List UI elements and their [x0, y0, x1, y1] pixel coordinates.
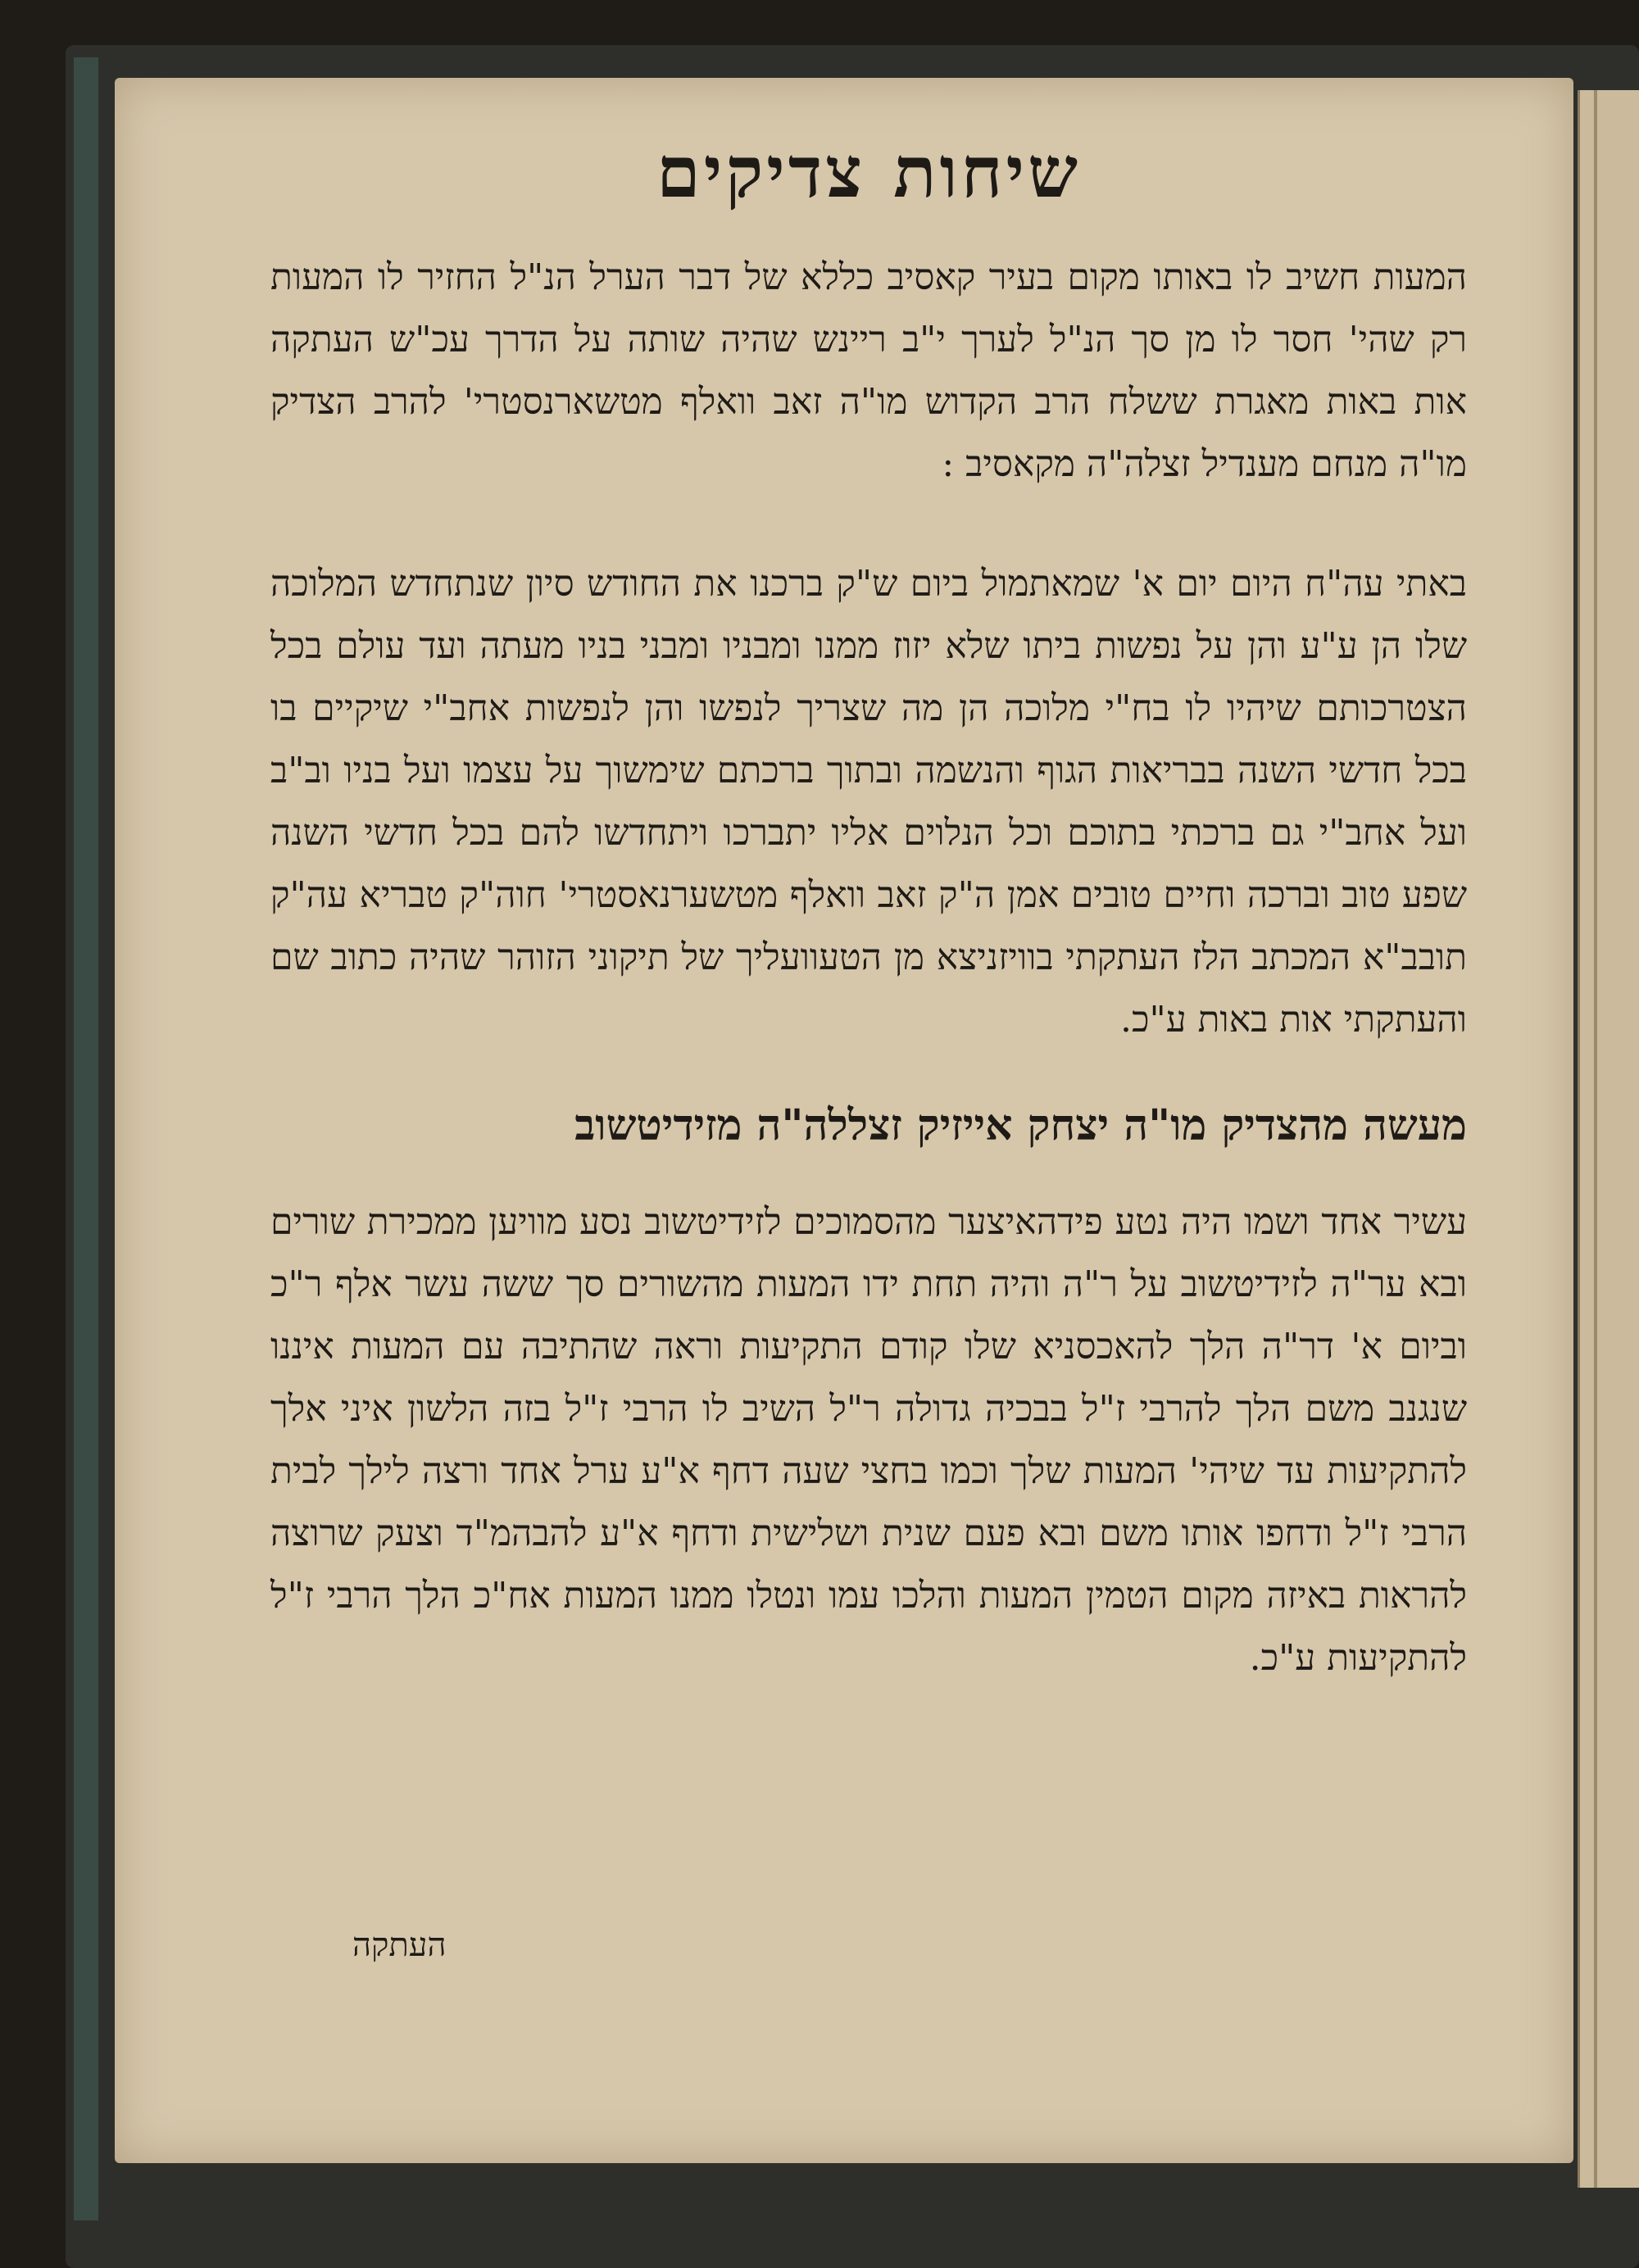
section-heading: מעשה מהצדיק מו"ה יצחק אייזיק זצללה"ה מזידיטשוב [574, 1100, 1467, 1150]
paragraph-spacer [270, 496, 1467, 553]
page-content [270, 123, 1467, 1690]
page-title: שיחות צדיקים [656, 131, 1081, 214]
paragraph-letter: באתי עה"ח היום יום א' שמאתמול ביום ש"ק ברכנו את החודש סיון שנתחדש המלוכה שלו הן ע"ע והן על נפשות ביתו שלא יזוז ממנו ומבניו ומבני בניו מעתה ועד עולם בכל הצטרכותם שיהיו לו בח"י מלוכה הן מה שצריך לנפשו והן לנפשות אחב"י שיקיים בו בכל חדשי השנה בבריאות הגוף והנשמה ובתוך ברכתם שימשוך על עצמו ועל בניו וב"ב ועל אחב"י גם ברכתי בתוכם וכל הנלוים אליו יתברכו ויתחדשו להם בכל חדשי השנה שפע טוב וברכה וחיים טובים אמן ה"ק זאב וואלף מטשערנאסטרי' חוה"ק טבריא עה"ק תובב"א המכתב הלז העתקתי בוויזניצא מן הטעוועליך של תיקוני הזוהר שהיה כתוב שם והעתקתי אות באות ע"כ. [270, 563, 1467, 1041]
page-fold-line [1594, 90, 1597, 2188]
paragraph-story: עשיר אחד ושמו היה נטע פידהאיצער מהסמוכים לזידיטשוב נסע מוויען ממכירת שורים ובא ער"ה לזידיטשוב על ר"ה והיה תחת ידו המעות מהשורים סך ששה עשר אלף ר"כ וביום א' דר"ה הלך להאכסניא שלו קודם התקיעות וראה שהתיבה עם המעות איננו שנגנב משם הלך להרבי ז"ל בבכיה גדולה ר"ל השיב לו הרבי ז"ל בזה הלשון איני אלך להתקיעות עד שיהי' המעות שלך וכמו בחצי שעה דחף א"ע ערל אחד ורצה לילך לבית הרבי ז"ל ודחפו אותו משם ובא פעם שנית ושלישית ודחף א"ע להבהמ"ד וצעק שרוצה להראות באיזה מקום הטמין המעות והלכו עמו ונטלו ממנו המעות אח"כ הלך הרבי ז"ל להתקיעות ע"כ. [270, 1201, 1467, 1679]
next-page-edge [1578, 90, 1639, 2188]
paragraph-intro: המעות חשיב לו באותו מקום בעיר קאסיב כללא של דבר הערל הנ"ל החזיר לו המעות רק שהי' חסר לו מן סך הנ"ל לערך י"ב ריינש שהיה שותה על הדרך עכ"ש העתקה אות באות מאגרת ששלח הרב הקדוש מו"ה זאב וואלף מטשארנסטרי' להרב הצדיק מו"ה מנחם מענדיל זצלה"ה מקאסיב : [270, 256, 1467, 485]
cover-spine-edge [74, 57, 98, 2220]
signature-note: העתקה [352, 1926, 447, 1964]
